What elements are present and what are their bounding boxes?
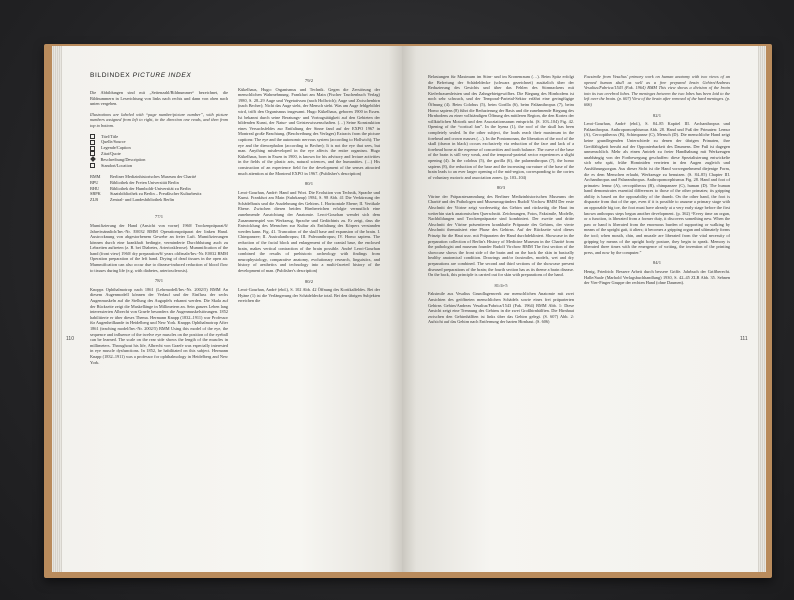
title-sub: PICTURE INDEX: [132, 72, 192, 79]
left-page: [62, 46, 402, 572]
legend-item: Legende/Caption: [90, 145, 228, 151]
entry-heading: 78/1: [154, 278, 164, 284]
square-icon: [90, 140, 95, 145]
right-column-2: [584, 74, 730, 291]
entry-text: Leroi-Gourhan, André: Hand und Wort. Die Evolution von Technik, Sprache und Kunst. Frankfurt am Main (Suhrkamp) 1984, S. 98 Abb. 41 Die Verkürzung der Schädelbasis und die Ausdehnung des Gehirns. I. Horizontale Ebene; II. Vertikale Ebene. Zwischen diesen beiden Hirnbereichen erfolgte vermutlich eine zunehmende Ausrichtung der Anatomie. Leroi-Gourhan wendet sich dem Zusammenspiel von Werkzeug, Sprache und Gedächtnis zu. Er zeigt, dass die Entwicklung des Menschen zur Kultur als Entfaltung des Körpers verstanden werden kann. Fig. 41. Truncation of the skull base and expansion of the brain. I. Chimpanzee; II. Australanthropus; III. Paleoanthropus; IV. Homo sapiens. The reduction of the facial block and enlargement of the cranial base, the enclosed brain, makes vertical contraction of the brain possible. André Leroi-Gourhan combined the results of prehistoric archeology with findings from neurophysiology, comparative anatomy, evolutionary research, linguistics, and history of aesthetics and technology into a multi-faceted history of the development of man. (Publisher's description): [238, 189, 380, 273]
entry-heading: 80/1: [304, 181, 314, 187]
entry-text: Faksimile aus Vesalius Grundlagenwerk zur menschlichen Anatomie mit zwei Ansichten des geöffneten menschlichen Schädels sowie eines frei präparierten Gehirns Gehirn/Andreas Vesalius/Fabrica/1543 (Fak. 1964) BMM Abb. 1: Diese Ansicht zeigt eine Trennung des Gehirns in die zwei Großhirnhälften. Die Hirnhaut zwischen den Gehirnhälften ist links über das Gehirn gelegt. (S. 607) Abb. 2: Aufsicht auf das Gehirn nach Entfernung der harten Hirnhaut. (S. 606): [428, 291, 574, 325]
left-column-2: [238, 74, 380, 309]
abbreviation-list: [90, 174, 228, 202]
legend-item: Zitat/Quote: [90, 151, 228, 157]
entry-text: Belastungen für Maximum im Stirn- und im Kronenraum (…). Beim Spitz erfolgt die Befreiung der Schädeldecke (schwarz gezeichnet) zusätzlich über der Reduzierung des Gesichts und über das Fehlen des Stirnnackens mit Kieferbrauenleisten und des Zahngebietgewölbes. Die Biegung des Hirnbodens ist noch sehr schwach, und der Temporal-Parietal-Sektor erfährt eine geringfügige Öffnung (4). Beim Colobus (5), beim Gorilla (6), beim Paläanthropus (7), beim Homo sapiens (8) führt die Reduzierung der Basis und die zunehmende Biegung des Hirnbodens zu einer vollständigen Öffnung des mittleren Region, die den Kortex der willkürlichen Motorik und den Assoziationsraum entspricht. (S. 103–104) Fig. 42. Opening of the “cortical fan”. In the hyena (1), the roof of the skull has been completely sealed. In the other subject, the loads reach their maximum in the forehead and crown masses (…). In the Pontomonan, the liberation of the roof of the skull (drawn in black) occurs exclusively via reduction of the face and lack of a forehead bone at the expense of concavities and tooth balance. The curve of the base of the brain is still very weak, and the temporal-parietal sector experiences a slight opening (4). In the colobus (5), the gorilla (6), the palaeanthropus (7), the homo sapiens (8), the reduction of the base and the increasing curvature of the base of the brain leads to an ever larger opening of the mid-region, corresponding to the cortex of voluntary motoric and association zones. (p. 103–104): [428, 74, 574, 180]
entry-heading: 81/4+5: [494, 282, 508, 288]
entry-heading: 80/3: [496, 185, 506, 191]
entry-text: Mumifizierung der Hand (Ansicht von vorne) 1960/ Trockenpräparat/6/ Jahre/männlich/Inv.-Nr. E0032 BMM Operationspräparat der linken Hand. Austrocknung von abgestorbenem Gewebe an freier Luft. Mumifizierungen können durch eine krankhaft bedingte, verminderte Durchblutung auch zu Lebzeiten auftreten (z. B. bei Diabetes, Arteriosklerose). Mummification of the hand (front view) 1960/ dry preparation/6/ years old/male/Inv.-Nr. E0032 BMM Operation preparation of the left hand. Drying of dead tissues in the open air. Mummification can also occur due to disease-induced reduction of blood flow to tissues during life (e.g. with diabetes, arteriosclerosis).: [90, 222, 228, 273]
entry-text: Henig, Friedrich: Bessere Arbeit durch bessere Griffe. Jahrbuch der Griffberecht. Halle/Saale (Marhold Verlagsbuchhandlung) 1930, S. 42–45 ZLB Abb. 35. Sehnen der Vier-Finger Gruppe der rechten Hand (ohne Daumen).: [584, 269, 730, 286]
entry-text: Facsimile from Vesalius' primary work on human anatomy with two views of an opened human skull as well as a free prepared brain Gehirn/Andreas Vesalius/Fabrica/1543 (Fak. 1964) BMM This view shows a division of the brain into its two cerebral lobes. The meninges between the two lobes has been laid to the left over the brain. (p. 607) View of the brain after removal of the hard meninges. (p. 606): [584, 74, 730, 107]
square-icon: [90, 146, 95, 151]
entry-heading: 79/2: [304, 78, 314, 83]
title-main: BILDINDEX: [90, 72, 131, 79]
entry-text: Leroi-Gourhan, André (ebd.), S. 102 Abb. 42 Öffnung des Kortikalfeldes. Bei der Hyäne (1) ist die Verlängerung der Schädeldecke total. Bei den übrigen Subjekten erreichen die: [238, 287, 380, 304]
entry-heading: 82/1: [652, 112, 662, 118]
abbreviation-row: BPU Bibliothek der Freien Universität Berlin: [90, 179, 179, 185]
abbreviation-row: BMM Berliner Medizinhistorisches Museum der Charité: [90, 174, 197, 180]
symbol-legend: [90, 134, 228, 169]
right-page: [402, 46, 758, 572]
entry-heading: 80/2: [304, 278, 314, 284]
entry-heading: 84/1: [652, 260, 662, 266]
intro-en: Illustrations are labeled with “page number/picture number”, with picture numbers assigned from left to right, in the direction one reads, and then from top to bottom.: [90, 111, 228, 128]
page-number-left: 110: [66, 336, 74, 342]
entry-text: Vitrine der Präparatesammlung des Berliner Medizinhistorischen Museums der Charité und des Pathologen und Museumsgründers Rudolf Virchow BMM Der erste Abschnitt der Vitrine zeigt vorderseitig das Gehirn und rückseitig die Haut im weiterhin stark anatomischen Querschnitt. Zeichnungen, Fotos, Faksimile, Modelle, Nachbildungen und Trockenpräparate sind kombiniert. Der zweite und dritte Abschnitt der Vitrine präsentieren krankhafte Präparate des Gehirns, der vierte Abschnitt thematisiert eine Phase des Gehirns. Auf der Rückseite wird dieses Prinzip für die Haut usw. mit Präparaten der Hand durchdekliniert. Showcase in the preparation collection of Berlin's History of Medicine Museum in the Charité from the pathologist and museum founder Rudolf Virchow BMM The first section of the showcase shows the front side of the brain and on the back the skin in basically healthy anatomical condition. Drawings and/or facsimiles, models, wet and dry preparations are combined. The second and third sections of the showcase present diseased preparations of the brain; the fourth section has as its theme a brain disease. On the back, this principle is carried out for skin with preparations of the hand.: [428, 193, 574, 278]
left-column-1: [90, 90, 228, 370]
square-icon: [90, 163, 95, 168]
page-title: [90, 72, 191, 79]
page-number-right: 111: [740, 336, 748, 342]
entry-text: Knopps Ophthalmotrop nach 1861 (Lehrmodell/Inv.-Nr. 2002/5) BMM An diesem Augenmodell können der Verlauf und der Einfluss der sechs Augenmuskeln auf die Stellung des Augapfels erkannt werden. Die Skala auf der Rückseite zeigt die Muskellänge in Millimetern an. Sein ganzes Leben lang interessierten Albrecht von Graefe besonders die Augenmuskelstörungen. 1852 habilitierte er über dieses Thema. Hermann Knapp (1832–1911) war Professor für Augenheilkunde in Heidelberg und New York. Knapps Ophthalmotrop After 1861 (teaching model/Inv.-Nr. 2002/5) BMM Using this model of the eye, the sequence and influence of the twelve eye muscles on the position of the eyeball can be learned. The scale on the rear side shows the length of the muscles in millimeters. Throughout his life, Albrecht von Graefe was especially interested in eye muscle dysfunctions. In 1852, he habilitated on this subject. Hermann Knapp (1832–1911) was a professor for ophthalmology in Heidelberg and New York.: [90, 286, 228, 365]
abbreviation-row: BHU Bibliothek der Humboldt-Universität zu Berlin: [90, 185, 191, 191]
legend-item: Beschreibung/Description: [90, 157, 228, 163]
square-icon: [90, 134, 95, 139]
legend-item: Quelle/Source: [90, 139, 228, 145]
legend-item: Titel/Title: [90, 134, 228, 140]
abbreviation-row: SBPK Staatsbibliothek zu Berlin – Preußischer Kulturbesitz: [90, 191, 202, 197]
diamond-icon: [90, 156, 96, 162]
legend-item: Standort/Location: [90, 163, 228, 169]
intro-de: Die Abbildungen sind mit „Seitenzahl/Bildnummer“ bezeichnet, die Bildnummern in Leserichtung von links nach rechts und dann von oben nach unten vergeben.: [90, 90, 228, 107]
entry-text: Leroi-Gourhan, André (ebd.), S. 84–85 Kapitel III. Archanthropus und Paläanthropus. Anthropomorphismus Abb. 28. Hand und Fuß der Primaten: Lemur (A), Cercopithecus (B), Schimpanse (C), Mensch (D). Die menschliche Hand zeigt keine grundlegenden Unterschiede zu denen der übrigen Primaten, ihre Greiffähigkeit beruht auf der Opponierbarkeit des Daumens. Der Fuß ist dagegen unmenschlich. Mehr als einen Antrieb zu freier Handhabung mit Werkzeugen unabhängig von der Fortbewegung geschaffen: diese Spezialisierung entwickelte sich sehr spät, frühe Hominiden verrieten in den Augen zugleich und Ausführungsorgan. Aus dieser Sicht ist die Hand vorwegnehmend diejenige Form, die es dem Menschen erlaubt, Werkzeuge zu benutzen. (S. 84–85) Chapter III. Archanthropus and Palaeanthropus. Anthropomorphismus Fig. 28. Hand and foot of primates: lemur (A), cercopithecus (B), chimpanzee (C), human (D). The human hand demonstrates essential differences to those of the other primates; its gripping ability is based on the opposability of the thumb. On the other hand, the foot is disparate from that of the ape, even if it is possible to assume a primary stage with an opposable big toe, the foot must have already at a very early stage before the first known anthropus steps begun another development. (p. 362) “Every time an organ, or a function, is liberated from a former duty, it discovers something new. When the paw or hand is liberated from the enormous burden of supporting or walking by means of the upright gait, it alters; it becomes a gripping organ and ultimately forms the tool; when mouth, chin, and muzzle are liberated from the vital necessity of gripping by means of the upright body posture, they begin to speak. Memory is liberated three times with the emergence of writing, the invention of the printing press, and now by the computer.”: [584, 121, 730, 255]
entry-text: Kükelhaus, Hugo: Organismus und Technik. Gegen die Zerstörung der menschlichen Wahrnehmung. Frankfurt am Main (Fischer Taschenbuch Verlag) 1980, S. 28–29 Auge und Vegetativum (nach Hollwich); Auge und Zwischenhirn (nach Becher); Nicht das Auge sieht, der Mensch sieht. Was am Auge fehlgebildet wird, trifft den Organismus insgesamt. Hugo Kükelhaus, geboren 1900 in Essen. Ist bekannt durch seine Beratungs- und Vortragstätigkeit auf den Gebieten der bildenden Kunst, der Natur- und Geisteswissenschaften. (…) Seine Konstruktion eines Versuchsfeldes zur Entfaltung der Sinne fand auf der EXPO 1967 in Montreal große Beachtung. (Beschreibung des Verlages) Extracts from the picture captions: The eye and the autonomic nervous system (according to Hollwich); The eye and the diencephalon (according to Becher); It is not the eye that sees, but man. Anything misdeveloped in the eye affects the entire organism. Hugo Kükelhaus, born in Essen in 1900, is known for his advisory and lecture activities in the fields of the plastic arts, natural sciences, and the humanities. (…) His construction of an experience field for the development of the senses attracted much attention at the Montreal EXPO in 1967. (Publisher's description): [238, 86, 380, 176]
entry-heading: 77/1: [154, 214, 164, 220]
right-column-1: [428, 74, 574, 330]
abbreviation-row: ZLB Zentral- und Landesbibliothek Berlin: [90, 196, 175, 202]
